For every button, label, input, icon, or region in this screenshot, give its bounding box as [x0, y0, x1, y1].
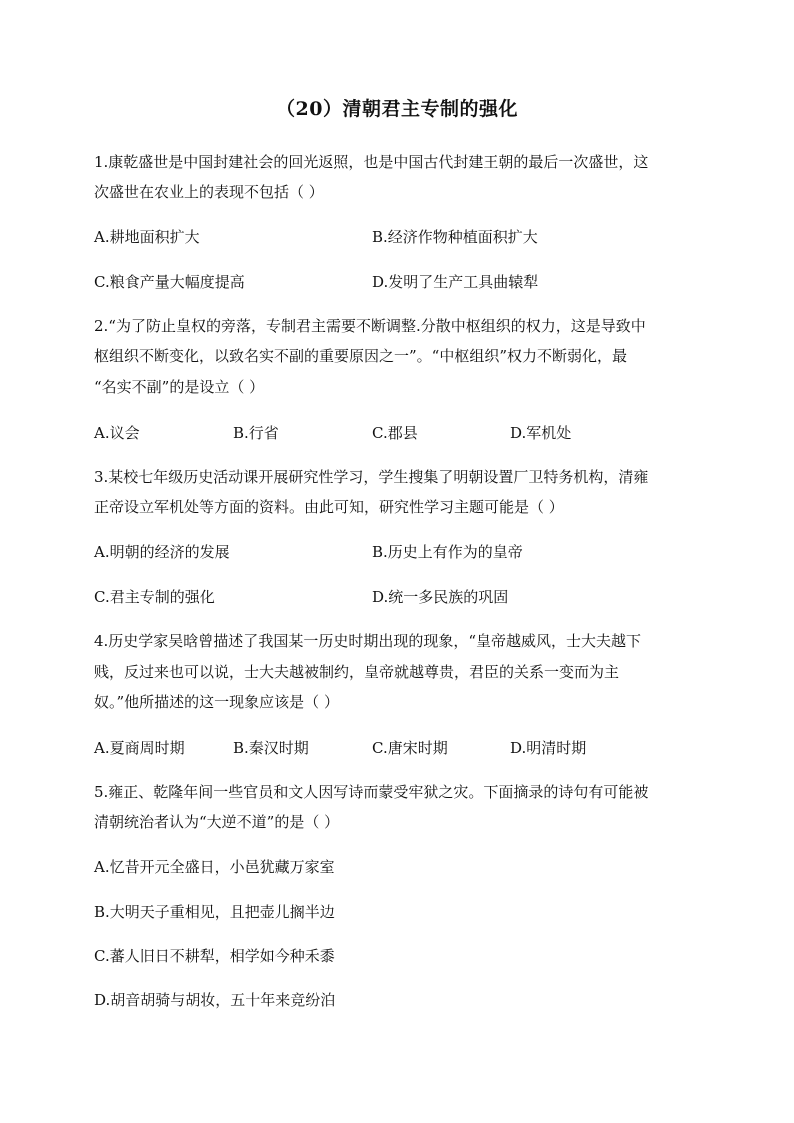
question-4-stem-line-1: 4.历史学家吴晗曾描述了我国某一历史时期出现的现象，“皇帝越威风，士大夫越下: [94, 632, 641, 650]
question-2-stem-line-2: 枢组织不断变化，以致名实不副的重要原因之一”。“中枢组织”权力不断弱化，最: [94, 347, 628, 365]
question-2-option-d: D.军机处: [510, 424, 572, 442]
question-5-stem-line-2: 清朝统治者认为“大逆不道”的是（ ）: [94, 813, 340, 831]
question-1-option-d: D.发明了生产工具曲辕犁: [372, 273, 539, 291]
question-3-option-c: C.君主专制的强化: [94, 588, 215, 606]
question-2-option-a: A.议会: [94, 424, 140, 442]
question-1-option-c: C.粮食产量大幅度提高: [94, 273, 245, 291]
question-2-stem-line-3: “名实不副”的是设立（ ）: [94, 378, 265, 396]
question-2-stem-line-1: 2.“为了防止皇权的旁落，专制君主需要不断调整.分散中枢组织的权力，这是导致中: [94, 317, 646, 335]
question-4-stem-line-2: 贱，反过来也可以说，士大夫越被制约，皇帝就越尊贵，君臣的关系一变而为主: [94, 663, 620, 681]
question-4-stem-line-3: 奴。”他所描述的这一现象应该是（ ）: [94, 693, 339, 711]
question-5-stem-line-1: 5.雍正、乾隆年间一些官员和文人因写诗而蒙受牢狱之灾。下面摘录的诗句有可能被: [94, 783, 649, 801]
question-5-option-b: B.大明天子重相见，且把壶儿搁半边: [94, 903, 335, 921]
question-1-stem-line-1: 1.康乾盛世是中国封建社会的回光返照，也是中国古代封建王朝的最后一次盛世，这: [94, 153, 649, 171]
page-title: （20）清朝君主专制的强化: [276, 98, 518, 120]
question-1-stem-line-2: 次盛世在农业上的表现不包括（ ）: [94, 183, 324, 201]
question-2-option-b: B.行省: [233, 424, 279, 442]
question-2-option-c: C.郡县: [372, 424, 418, 442]
question-5-option-d: D.胡音胡骑与胡妆，五十年来竞纷泊: [94, 991, 336, 1009]
question-1-option-b: B.经济作物种植面积扩大: [372, 228, 538, 246]
question-3-stem-line-2: 正帝设立军机处等方面的资料。由此可知，研究性学习主题可能是（ ）: [94, 498, 564, 516]
question-1-option-a: A.耕地面积扩大: [94, 228, 200, 246]
question-5-option-a: A.忆昔开元全盛日，小邑犹藏万家室: [94, 858, 335, 876]
question-3-option-d: D.统一多民族的巩固: [372, 588, 509, 606]
question-3-option-a: A.明朝的经济的发展: [94, 543, 230, 561]
question-4-option-c: C.唐宋时期: [372, 739, 448, 757]
question-4-option-d: D.明清时期: [510, 739, 587, 757]
question-5-option-c: C.蕃人旧日不耕犁，相学如今种禾黍: [94, 947, 335, 965]
question-4-option-a: A.夏商周时期: [94, 739, 185, 757]
question-4-option-b: B.秦汉时期: [233, 739, 309, 757]
question-3-option-b: B.历史上有作为的皇帝: [372, 543, 523, 561]
question-3-stem-line-1: 3.某校七年级历史活动课开展研究性学习，学生搜集了明朝设置厂卫特务机构，清雍: [94, 468, 649, 486]
